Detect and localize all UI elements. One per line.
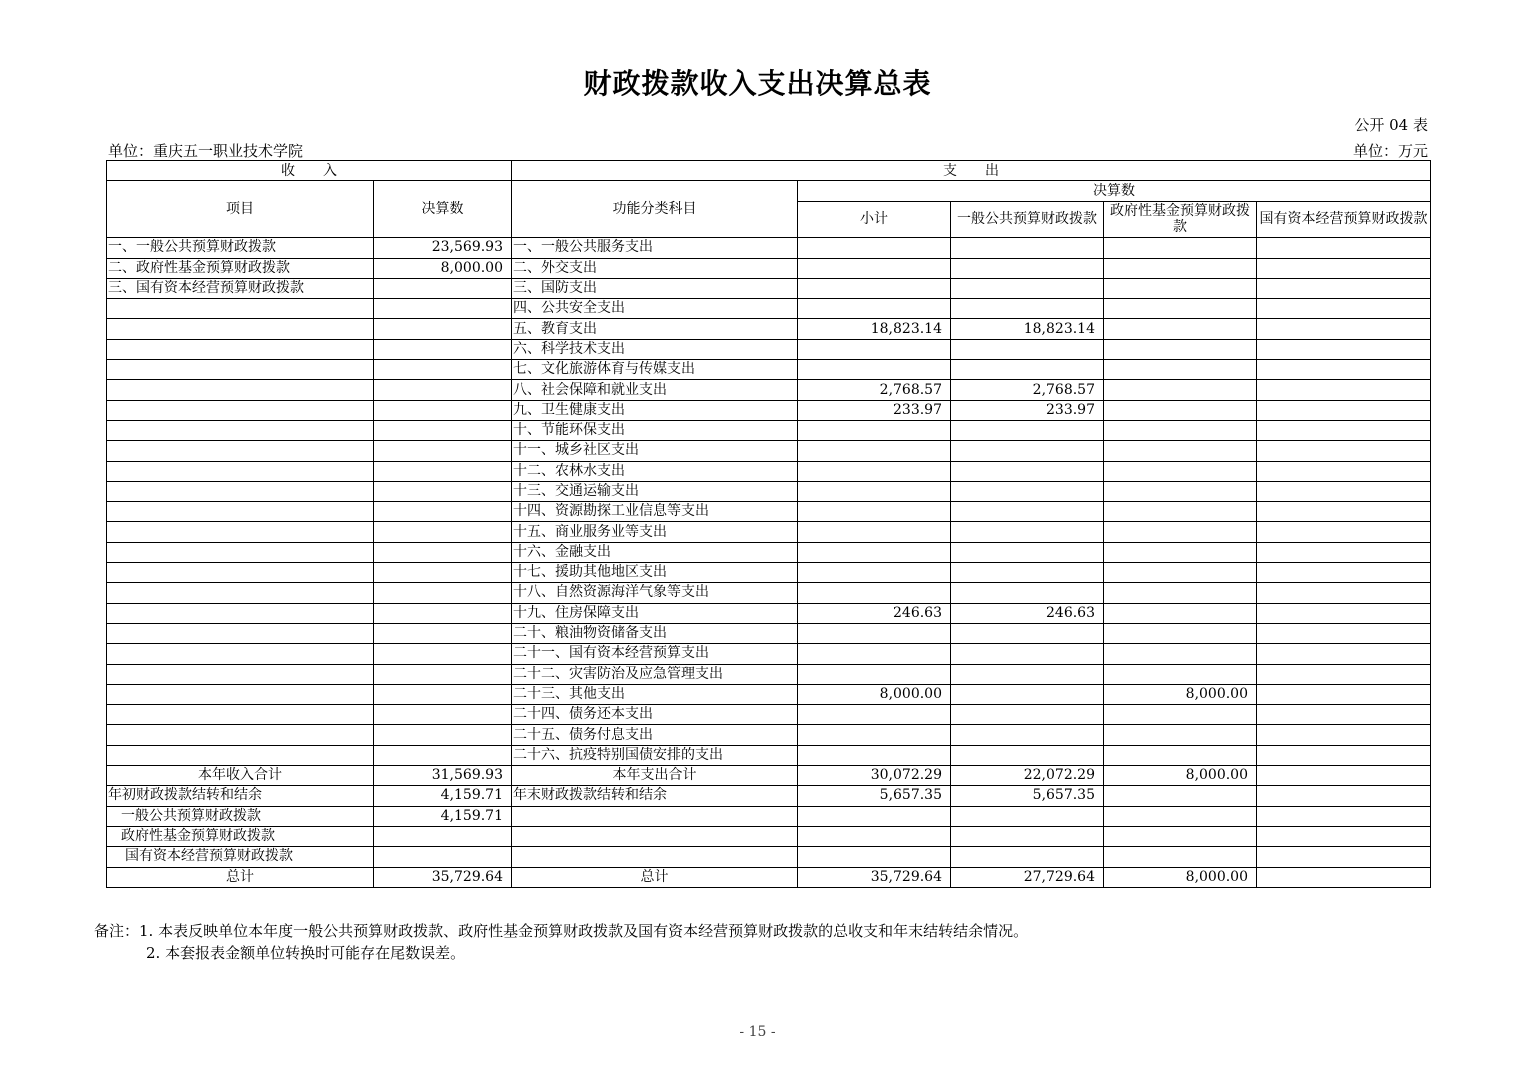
year-expense-label: 本年支出合计 [512,766,798,786]
budget-table [106,160,1431,888]
expense-item: 二十、粮油物资储备支出 [512,623,798,643]
expense-state [1257,441,1431,461]
table-row [107,461,1431,481]
income-amount [374,725,512,745]
expense-state [1257,481,1431,501]
expense-general [951,258,1104,278]
expense-general [951,238,1104,258]
expense-subtotal [798,644,951,664]
expense-item: 十二、农林水支出 [512,461,798,481]
expense-general [951,542,1104,562]
expense-fund [1104,502,1257,522]
expense-item: 二十三、其他支出 [512,684,798,704]
table-row [107,380,1431,400]
begin-general-value: 4,159.71 [374,806,512,826]
end-balance-general: 5,657.35 [951,786,1104,806]
expense-state [1257,563,1431,583]
final-amount-header: 决算数 [374,181,512,238]
table-row [107,705,1431,725]
begin-general-label: 一般公共预算财政拨款 [107,806,374,826]
expense-fund [1104,705,1257,725]
expense-item: 二十一、国有资本经营预算支出 [512,644,798,664]
expense-state [1257,603,1431,623]
grand-total-income-value: 35,729.64 [374,867,512,887]
income-item [107,725,374,745]
table-row [107,847,1431,867]
expense-subtotal [798,481,951,501]
expense-subtotal [798,420,951,440]
expense-state [1257,725,1431,745]
expense-general [951,360,1104,380]
expense-item: 四、公共安全支出 [512,299,798,319]
income-amount [374,420,512,440]
expense-item: 二十五、债务付息支出 [512,725,798,745]
expense-fund [1104,441,1257,461]
expense-fund [1104,400,1257,420]
income-item [107,623,374,643]
year-expense-fund: 8,000.00 [1104,766,1257,786]
income-item [107,319,374,339]
income-item [107,705,374,725]
expense-item: 十七、援助其他地区支出 [512,563,798,583]
income-amount [374,542,512,562]
table-row [107,826,1431,846]
table-row [107,360,1431,380]
expense-subtotal [798,299,951,319]
expense-general [951,745,1104,765]
income-item [107,664,374,684]
expense-item: 六、科学技术支出 [512,339,798,359]
expense-general [951,481,1104,501]
expense-general: 246.63 [951,603,1104,623]
expense-general [951,502,1104,522]
expense-state [1257,664,1431,684]
income-amount [374,299,512,319]
expense-item: 十三、交通运输支出 [512,481,798,501]
expense-item: 十九、住房保障支出 [512,603,798,623]
table-row [107,603,1431,623]
expense-item: 十一、城乡社区支出 [512,441,798,461]
income-amount [374,339,512,359]
income-item [107,522,374,542]
func-class-header: 功能分类科目 [512,181,798,238]
table-row [107,563,1431,583]
expense-state [1257,319,1431,339]
expense-item: 八、社会保障和就业支出 [512,380,798,400]
expense-fund: 8,000.00 [1104,684,1257,704]
expense-state [1257,644,1431,664]
table-row [107,522,1431,542]
table-row [107,725,1431,745]
expense-general [951,623,1104,643]
income-amount [374,441,512,461]
expense-subtotal: 233.97 [798,400,951,420]
expense-item: 二十四、债务还本支出 [512,705,798,725]
form-number: 公开 04 表 [1354,116,1428,134]
grand-total-subtotal: 35,729.64 [798,867,951,887]
expense-subtotal [798,258,951,278]
income-amount: 23,569.93 [374,238,512,258]
expense-item: 七、文化旅游体育与传媒支出 [512,360,798,380]
state-capital-header: 国有资本经营预算财政拨款 [1257,201,1431,238]
expense-fund [1104,542,1257,562]
income-amount [374,563,512,583]
table-row [107,766,1431,786]
expense-state [1257,623,1431,643]
end-balance-label: 年末财政拨款结转和结余 [512,786,798,806]
income-amount [374,481,512,501]
expense-state [1257,745,1431,765]
page-title: 财政拨款收入支出决算总表 [583,67,932,100]
income-item: 一、一般公共预算财政拨款 [107,238,374,258]
expense-fund [1104,522,1257,542]
fund-budget-header: 政府性基金预算财政拨款 [1104,201,1257,238]
expense-subtotal [798,339,951,359]
general-budget-header: 一般公共预算财政拨款 [951,201,1104,238]
table-row [107,542,1431,562]
grand-total-expense-label: 总计 [512,867,798,887]
income-item [107,441,374,461]
income-amount [374,745,512,765]
expense-fund [1104,360,1257,380]
table-row [107,806,1431,826]
income-header: 收 入 [107,161,512,181]
table-row [107,400,1431,420]
expense-fund [1104,583,1257,603]
expense-state [1257,339,1431,359]
expense-state [1257,420,1431,440]
expense-state [1257,502,1431,522]
table-row [107,684,1431,704]
expense-item: 三、国防支出 [512,278,798,298]
expense-state [1257,360,1431,380]
table-row [107,319,1431,339]
income-amount [374,705,512,725]
grand-total-income-label: 总计 [107,867,374,887]
expense-general [951,644,1104,664]
expense-state [1257,299,1431,319]
currency-unit: 单位：万元 [1352,142,1428,160]
expense-fund [1104,623,1257,643]
income-item: 三、国有资本经营预算财政拨款 [107,278,374,298]
expense-state [1257,522,1431,542]
expense-fund [1104,238,1257,258]
expense-item: 二、外交支出 [512,258,798,278]
table-row [107,867,1431,887]
income-amount [374,278,512,298]
subtotal-header: 小计 [798,201,951,238]
expense-general [951,684,1104,704]
expense-subtotal [798,461,951,481]
income-item [107,644,374,664]
begin-state-label: 国有资本经营预算财政拨款 [107,847,374,867]
expense-fund [1104,299,1257,319]
expense-subtotal [798,238,951,258]
table-row [107,745,1431,765]
expense-subtotal [798,441,951,461]
income-amount [374,522,512,542]
year-expense-subtotal: 30,072.29 [798,766,951,786]
expense-item: 十四、资源勘探工业信息等支出 [512,502,798,522]
expense-item: 一、一般公共服务支出 [512,238,798,258]
income-amount [374,502,512,522]
begin-balance-label: 年初财政拨款结转和结余 [107,786,374,806]
expense-subtotal [798,623,951,643]
grand-total-fund: 8,000.00 [1104,867,1257,887]
income-amount [374,603,512,623]
expense-item: 二十六、抗疫特别国债安排的支出 [512,745,798,765]
table-row [107,238,1431,258]
expense-state [1257,380,1431,400]
table-row [107,644,1431,664]
income-item [107,461,374,481]
page-number: - 15 - [739,1024,776,1040]
income-amount [374,380,512,400]
table-row [107,339,1431,359]
expense-fund [1104,644,1257,664]
income-item [107,360,374,380]
expense-general [951,461,1104,481]
expense-general [951,339,1104,359]
expense-state [1257,400,1431,420]
expense-general: 18,823.14 [951,319,1104,339]
expense-state [1257,542,1431,562]
expense-general [951,725,1104,745]
expense-fund [1104,278,1257,298]
begin-balance-value: 4,159.71 [374,786,512,806]
final-amount-header-2: 决算数 [798,181,1431,201]
expense-state [1257,583,1431,603]
expense-general [951,583,1104,603]
income-item [107,745,374,765]
expense-subtotal [798,502,951,522]
income-item [107,299,374,319]
expense-header: 支 出 [512,161,1431,181]
expense-fund [1104,258,1257,278]
expense-subtotal: 8,000.00 [798,684,951,704]
expense-fund [1104,563,1257,583]
expense-general [951,705,1104,725]
expense-item: 九、卫生健康支出 [512,400,798,420]
year-income-value: 31,569.93 [374,766,512,786]
year-expense-general: 22,072.29 [951,766,1104,786]
income-item [107,420,374,440]
expense-subtotal [798,360,951,380]
income-item [107,502,374,522]
income-amount [374,360,512,380]
table-row [107,786,1431,806]
year-income-label: 本年收入合计 [107,766,374,786]
expense-state [1257,705,1431,725]
income-item [107,400,374,420]
table-row [107,420,1431,440]
expense-item: 十五、商业服务业等支出 [512,522,798,542]
expense-general: 233.97 [951,400,1104,420]
note-line-2: 2. 本套报表金额单位转换时可能存在尾数误差。 [146,944,466,962]
expense-fund [1104,319,1257,339]
income-item [107,380,374,400]
note-line-1: 备注：1. 本表反映单位本年度一般公共预算财政拨款、政府性基金预算财政拨款及国有资本经营预算财政拨款的总收支和年末结转结余情况。 [94,922,1029,940]
expense-fund [1104,725,1257,745]
expense-state [1257,278,1431,298]
expense-subtotal [798,583,951,603]
expense-fund [1104,664,1257,684]
income-amount [374,684,512,704]
expense-general [951,522,1104,542]
income-item [107,603,374,623]
expense-subtotal [798,725,951,745]
expense-general [951,441,1104,461]
income-amount [374,319,512,339]
income-item [107,583,374,603]
income-item: 二、政府性基金预算财政拨款 [107,258,374,278]
table-row [107,278,1431,298]
expense-subtotal: 246.63 [798,603,951,623]
income-amount [374,583,512,603]
expense-item: 二十二、灾害防治及应急管理支出 [512,664,798,684]
expense-fund [1104,339,1257,359]
income-amount [374,461,512,481]
expense-item: 十、节能环保支出 [512,420,798,440]
table-row [107,623,1431,643]
expense-state [1257,684,1431,704]
expense-general [951,299,1104,319]
table-row [107,502,1431,522]
income-item [107,542,374,562]
expense-state [1257,258,1431,278]
income-amount [374,400,512,420]
expense-general [951,278,1104,298]
end-balance-subtotal: 5,657.35 [798,786,951,806]
expense-general [951,563,1104,583]
expense-subtotal [798,745,951,765]
begin-fund-label: 政府性基金预算财政拨款 [107,826,374,846]
expense-item: 十六、金融支出 [512,542,798,562]
expense-item: 五、教育支出 [512,319,798,339]
income-amount: 8,000.00 [374,258,512,278]
expense-fund [1104,745,1257,765]
table-row [107,481,1431,501]
expense-general: 2,768.57 [951,380,1104,400]
expense-fund [1104,481,1257,501]
expense-general [951,420,1104,440]
expense-item: 十八、自然资源海洋气象等支出 [512,583,798,603]
expense-subtotal [798,563,951,583]
expense-fund [1104,603,1257,623]
unit-name: 单位：重庆五一职业技术学院 [108,142,304,160]
table-row [107,664,1431,684]
expense-subtotal: 2,768.57 [798,380,951,400]
income-item [107,684,374,704]
notes [94,920,1028,964]
expense-subtotal [798,522,951,542]
item-header: 项目 [107,181,374,238]
income-amount [374,644,512,664]
expense-state [1257,461,1431,481]
expense-fund [1104,380,1257,400]
table-row [107,299,1431,319]
expense-subtotal [798,278,951,298]
income-item [107,481,374,501]
expense-subtotal [798,542,951,562]
expense-subtotal [798,705,951,725]
income-amount [374,664,512,684]
income-item [107,339,374,359]
expense-state [1257,238,1431,258]
expense-subtotal: 18,823.14 [798,319,951,339]
expense-subtotal [798,664,951,684]
grand-total-general: 27,729.64 [951,867,1104,887]
income-item [107,563,374,583]
table-row [107,258,1431,278]
income-amount [374,623,512,643]
table-row [107,441,1431,461]
expense-fund [1104,420,1257,440]
expense-fund [1104,461,1257,481]
expense-general [951,664,1104,684]
table-row [107,583,1431,603]
